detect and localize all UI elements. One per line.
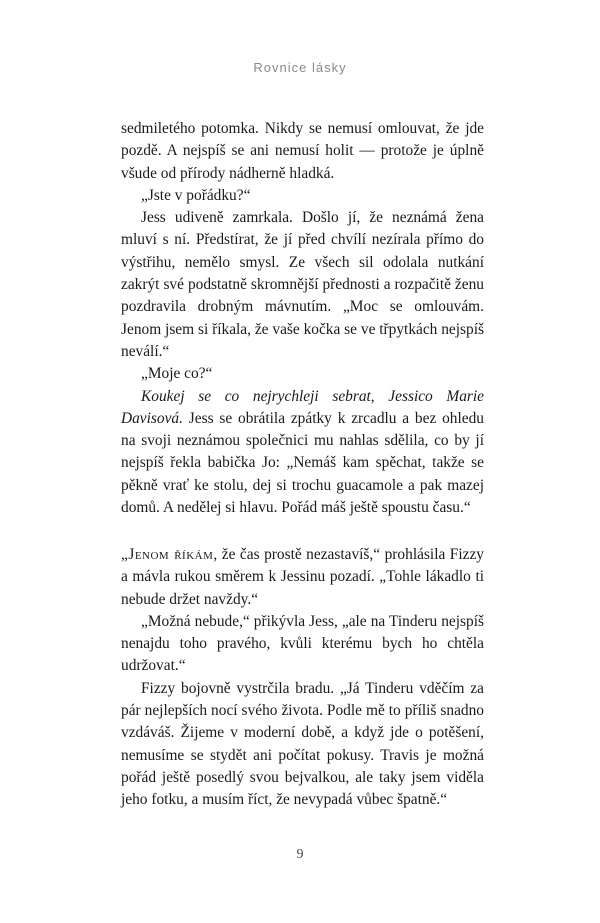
page-number: 9 xyxy=(296,847,304,862)
paragraph xyxy=(121,386,484,520)
paragraph-section-opening xyxy=(121,544,484,611)
paragraph: „Moje co?“ xyxy=(141,365,213,383)
section-2-text xyxy=(121,544,484,812)
paragraph: „Jste v pořádku?“ xyxy=(141,186,251,204)
paragraph: Jess udiveně zamrkala. Došlo jí, že neznámá žena mluví s ní. Předstírat, že jí před chvílí nezírala přímo do výstřihu, nemělo smysl. Ze všech sil odolala nutkání zakrýt své podstatně skromnější přednosti a rozpačitě ženu pozdravila drobným mávnutím. „Moc se omlouvám. Jenom jsem si říkala, že vaše kočka se ve třpytkách nejspíš neválí.“ xyxy=(121,209,484,360)
running-head: Rovnice lásky xyxy=(253,60,347,75)
paragraph: sedmiletého potomka. Nikdy se nemusí omlouvat, že jde pozdě. A nejspíš se ani nemusí holit — protože je úplně všude od přírody nádherně hladká. xyxy=(121,120,484,182)
paragraph-rest: , že čas prostě nezastavíš,“ prohlásila Fizzy a mávla rukou směrem k Jessinu pozadí. „Tohle lákadlo ti nebude držet navždy.“ xyxy=(121,546,484,608)
paragraph: Fizzy bojovně vystrčila bradu. „Já Tinderu vděčím za pár nejlepších nocí svého života. Podle mě to příliš snadno vzdáváš. Žijeme v moderní době, a když jde o potěšení, nemusíme se stydět ani počítat pokusy. Travis je možná pořád ještě posedlý svou bejvalkou, ale taky jsem viděla jeho fotku, a musím říct, že nevypadá vůbec špatně.“ xyxy=(121,679,484,809)
paragraph: „Možná nebude,“ přikývla Jess, „ale na Tinderu nejspíš nenajdu toho pravého, kvůli kterému bych ho chtěla udržovat.“ xyxy=(121,612,484,675)
paragraph-rest: Jess se obrátila zpátky k zrcadlu a bez ohledu na svoji neznámou společnici mu nahlas sdělila, co by jí nejspíš řekla babička Jo: „Nemáš kam spěchat, takže se pěkně vrať ke stolu, dej si trochu guacamole a pak mazej domů. A nedělej si hlavu. Pořád máš ještě spoustu času.“ xyxy=(121,409,484,517)
section-1-text xyxy=(121,118,484,519)
smallcaps-lead-in: „Jenom říkám xyxy=(121,546,214,563)
italic-thought: Koukej se co nejrychleji sebrat, Jessico Marie Davisová. xyxy=(121,387,484,427)
